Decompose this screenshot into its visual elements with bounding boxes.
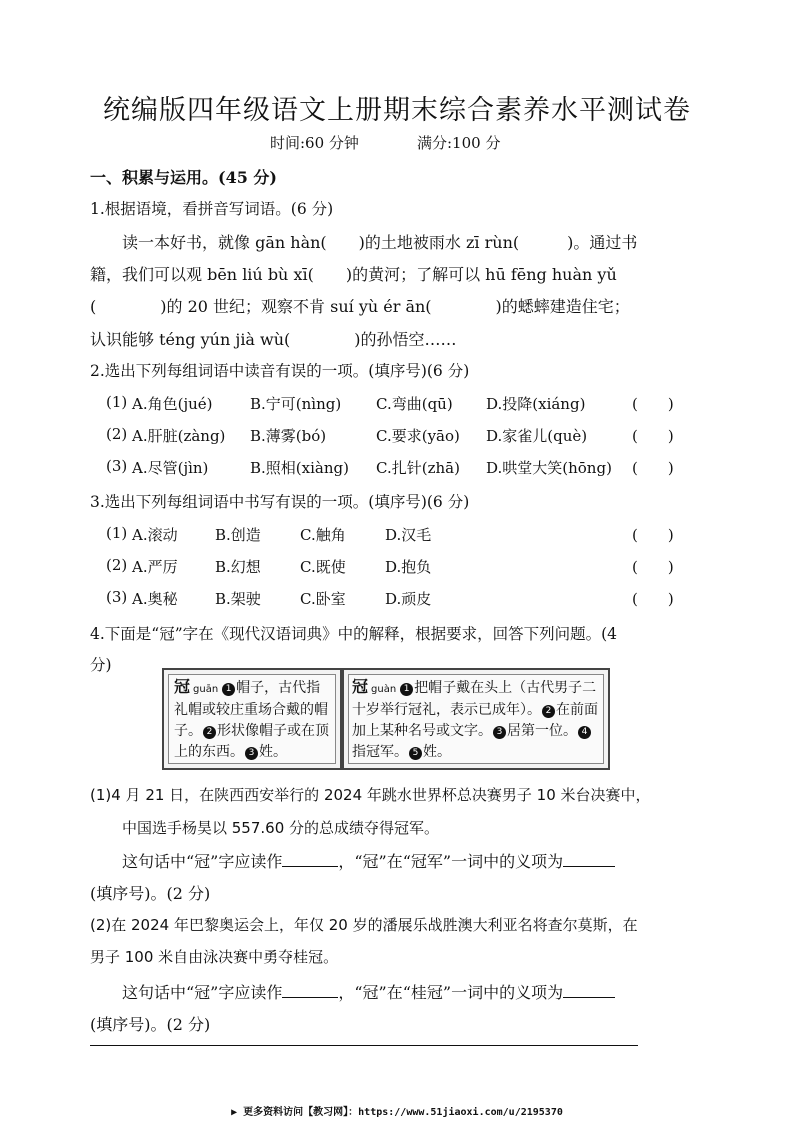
q4-sub1-tail: (填序号)。(2 分) <box>90 884 211 903</box>
sense-number-icon: 3 <box>245 747 258 760</box>
option-d: D.汉毛 <box>385 526 432 544</box>
score-label: 满分:100 分 <box>417 134 501 152</box>
q1-line: 认识能够 téng yún jià wù( )的孙悟空…… <box>90 330 457 349</box>
exam-title: 统编版四年级语文上册期末综合素养水平测试卷 <box>103 95 691 126</box>
ask-text: 这句话中“冠”字应读作 <box>122 852 283 871</box>
dictionary-entry-guan1 <box>162 668 342 770</box>
option-b: B.宁可(nìng) <box>250 395 342 413</box>
option-d: D.投降(xiáng) <box>486 395 586 413</box>
q1-stem: 1.根据语境，看拼音写词语。(6 分) <box>90 200 334 218</box>
dictionary-entry-guan4 <box>342 668 610 770</box>
dict-headword: 冠 <box>352 677 369 696</box>
q1-line: 读一本好书，就像 gān hàn( )的土地被雨水 zī rùn( )。通过书 <box>122 233 638 252</box>
answer-paren[interactable]: ( ) <box>632 558 674 576</box>
q2-stem: 2.选出下列每组词语中读音有误的一项。(填序号)(6 分) <box>90 362 470 380</box>
answer-blank[interactable] <box>282 852 338 867</box>
dict-sense: 姓。 <box>259 744 287 760</box>
dict-sense: 形状像帽子或在顶上的东西。 <box>174 723 329 760</box>
dict-sense: 把帽子戴在头上（古代男子二十岁举行冠礼，表示已成年）。 <box>352 680 597 718</box>
q4-sub2-line: 男子 100 米自由泳决赛中勇夺桂冠。 <box>90 948 339 966</box>
option-a: A.肝脏(zàng) <box>132 427 226 445</box>
dict-headword: 冠 <box>174 677 191 696</box>
option-c: C.要求(yāo) <box>376 427 460 445</box>
option-d: D.顽皮 <box>385 590 432 608</box>
footer-link[interactable]: ▶ 更多资料访问【教习网】：https://www.51jiaoxi.com/u/2195370 <box>231 1107 563 1118</box>
option-b: B.幻想 <box>215 558 261 576</box>
option-a: A.尽管(jìn) <box>132 459 209 477</box>
time-label: 时间:60 分钟 <box>270 134 359 152</box>
row-number: (1) <box>106 524 128 542</box>
q3-stem: 3.选出下列每组词语中书写有误的一项。(填序号)(6 分) <box>90 493 470 511</box>
q4-sub1-line: 中国选手杨昊以 557.60 分的总成绩夺得冠军。 <box>122 819 440 837</box>
answer-paren[interactable]: ( ) <box>632 459 674 477</box>
option-a: A.严厉 <box>132 558 178 576</box>
divider-line <box>90 1045 638 1046</box>
option-c: C.触角 <box>300 526 346 544</box>
q4-sub2-line: (2)在 2024 年巴黎奥运会上，年仅 20 岁的潘展乐战胜澳大利亚名将查尔莫斯，在 <box>90 916 638 934</box>
q4-sub2-ask <box>122 980 615 1003</box>
option-a: A.滚动 <box>132 526 178 544</box>
dict-pinyin: guàn <box>371 684 397 695</box>
option-c: C.扎针(zhā) <box>376 459 460 477</box>
option-d: D.哄堂大笑(hōng) <box>486 459 612 477</box>
row-number: (3) <box>106 588 128 606</box>
q4-stem: 4.下面是“冠”字在《现代汉语词典》中的解释，根据要求，回答下列问题。(4 <box>90 625 618 643</box>
answer-blank[interactable] <box>563 852 615 867</box>
q4-sub1-ask <box>122 849 615 872</box>
dict-sense: 姓。 <box>423 744 451 760</box>
answer-paren[interactable]: ( ) <box>632 427 674 445</box>
option-d: D.家雀儿(què) <box>486 427 588 445</box>
sense-number-icon: 3 <box>493 726 506 739</box>
q4-stem-cont: 分) <box>90 656 112 674</box>
option-a: A.角色(jué) <box>132 395 213 413</box>
dict-sense: 指冠军。 <box>352 744 408 760</box>
option-b: B.照相(xiàng) <box>250 459 349 477</box>
answer-paren[interactable]: ( ) <box>632 590 674 608</box>
option-b: B.薄雾(bó) <box>250 427 327 445</box>
dict-pinyin: guān <box>193 684 219 695</box>
option-b: B.架驶 <box>215 590 261 608</box>
q4-sub2-tail: (填序号)。(2 分) <box>90 1015 211 1034</box>
answer-paren[interactable]: ( ) <box>632 395 674 413</box>
row-number: (1) <box>106 393 128 411</box>
answer-paren[interactable]: ( ) <box>632 526 674 544</box>
ask-text: 这句话中“冠”字应读作 <box>122 983 283 1002</box>
option-c: C.卧室 <box>300 590 346 608</box>
sense-number-icon: 1 <box>222 683 235 696</box>
sense-number-icon: 4 <box>578 726 591 739</box>
dict-sense: 居第一位。 <box>507 723 577 739</box>
row-number: (3) <box>106 457 128 475</box>
dict-sense: 在前面加上某种名号或文字。 <box>352 702 598 739</box>
section-heading: 一、积累与运用。(45 分) <box>90 168 277 187</box>
q4-sub1-line: (1)4 月 21 日，在陕西西安举行的 2024 年跳水世界杯总决赛男子 10 米台决赛中， <box>90 786 651 804</box>
answer-blank[interactable] <box>282 983 338 998</box>
ask-text: ，“冠”在“桂冠”一词中的义项为 <box>338 983 564 1002</box>
answer-blank[interactable] <box>563 983 615 998</box>
sense-number-icon: 5 <box>409 747 422 760</box>
q1-line: 籍，我们可以观 bēn liú bù xī( )的黄河；了解可以 hū fēng huàn yǔ <box>90 265 617 284</box>
option-b: B.创造 <box>215 526 261 544</box>
option-c: C.既使 <box>300 558 346 576</box>
q1-line: ( )的 20 世纪；观察不肯 suí yù ér ān( )的蟋蟀建造住宅； <box>90 297 630 316</box>
row-number: (2) <box>106 556 128 574</box>
sense-number-icon: 2 <box>203 726 216 739</box>
sense-number-icon: 2 <box>542 705 555 718</box>
option-d: D.抱负 <box>385 558 432 576</box>
ask-text: ，“冠”在“冠军”一词中的义项为 <box>338 852 564 871</box>
option-c: C.弯曲(qū) <box>376 395 453 413</box>
option-a: A.奥秘 <box>132 590 178 608</box>
sense-number-icon: 1 <box>400 683 413 696</box>
row-number: (2) <box>106 425 128 443</box>
dict-sense: 帽子，古代指礼帽或较庄重场合戴的帽子。 <box>174 680 328 739</box>
